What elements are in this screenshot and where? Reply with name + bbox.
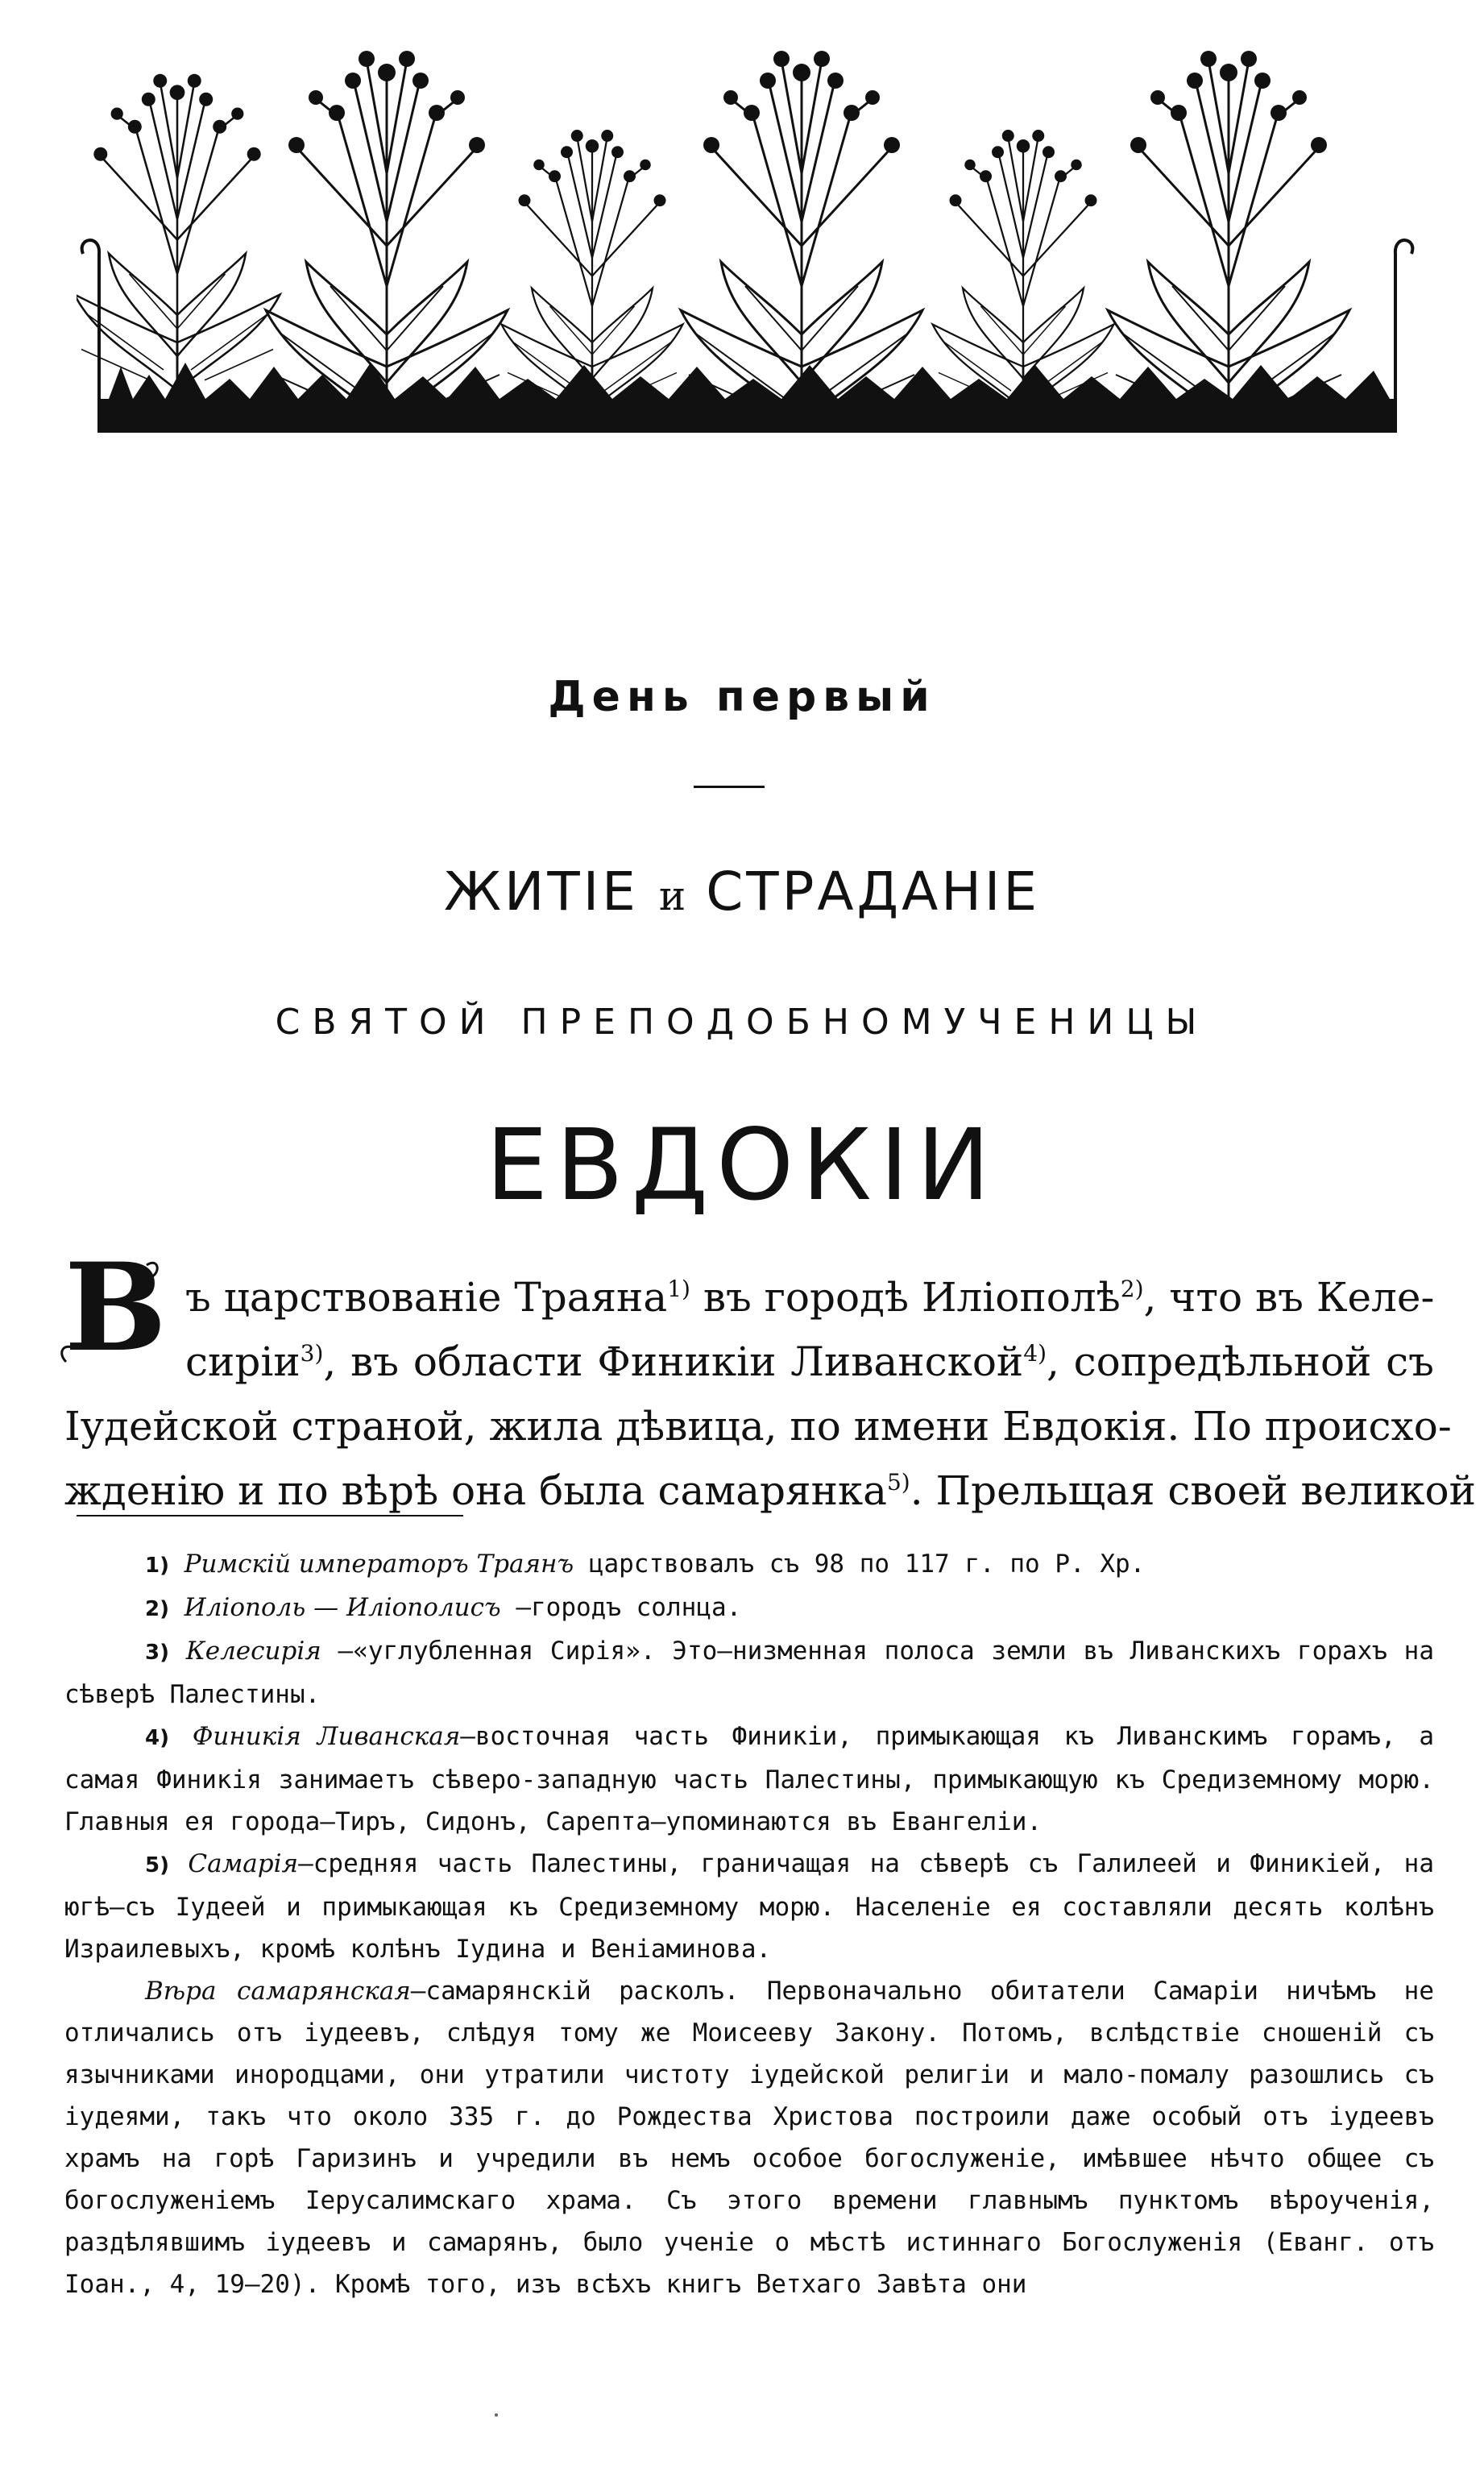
body-line: Іудейской страной, жила дѣвица, по имени Евдокія. По происхо- [64, 1403, 1452, 1450]
saint-name: ЕВДОКІИ [486, 1108, 998, 1222]
footnote-item: 3) Келесирія —«углубленная Сирія». Это—низменная полоса земли въ Ливанскихъ горахъ на сѣверѣ Палестины. [64, 1637, 1434, 1709]
heading-divider [694, 786, 765, 788]
footnote-item: 1) Римскій императоръ Траянъ царствовалъ съ 98 по 117 г. по Р. Хр. [145, 1550, 1146, 1579]
body-line: сиріи$^{3)}$, въ области Финикіи Ливанской$^{4)}$, сопредѣльной съ [185, 1338, 1434, 1385]
footnotes [64, 1543, 1434, 2305]
floral-frieze-svg [77, 44, 1418, 447]
footnote-rule [77, 1515, 463, 1516]
body-paragraph [64, 1265, 1476, 1523]
title-conjunction: и [658, 873, 686, 919]
floral-headpiece-illustration [77, 44, 1418, 447]
dropcap-letter: В [64, 1241, 163, 1370]
footnote-item: Вѣра самарянская—самарянскій расколъ. Первоначально обитатели Самаріи ничѣмъ не отличались отъ іудеевъ, слѣдуя тому же Моисееву Закону. Потомъ, вслѣдствіе сношеній съ язычниками инородцами, они утратили чистоту іудейской религіи и мало-помалу разошлись съ іудеями, такъ что около 335 г. до Рождества Христова построили даже особый отъ іудеевъ храмъ на горѣ Гаризинъ и учредили въ немъ особое богослуженіе, имѣвшее нѣчто общее съ богослуженіемъ Іерусалимскаго храма. Съ этого времени главнымъ пунктомъ вѣроученія, раздѣлявшимъ іудеевъ и самарянъ, было ученіе о мѣстѣ истиннаго Богослуженія (Еванг. отъ Іоан., 4, 19—20). Кромѣ того, изъ всѣхъ книгъ Ветхаго Завѣта они [64, 1977, 1435, 2299]
title-part1: ЖИТІЕ [443, 861, 639, 923]
print-speck [495, 2413, 498, 2417]
title-line [0, 861, 1484, 923]
title-part2: СТРАДАНІЕ [706, 861, 1041, 923]
subtitle: СВЯТОЙ ПРЕПОДОБНОМУЧЕНИЦЫ [275, 1002, 1209, 1043]
body-line: ъ царствованіе Траяна$^{1)}$ въ городѣ Иліополѣ$^{2)}$, что въ Келе- [185, 1274, 1435, 1321]
footnote-item: 5) Самарія—средняя часть Палестины, граничащая на сѣверѣ съ Галилеей и Финикіей, на югѣ—съ Іудеей и примыкающая къ Средиземному морю. Населеніе ея составляли десять колѣнъ Израилевыхъ, кромѣ колѣнъ Іудина и Веніаминова. [64, 1849, 1434, 1964]
footnote-item: 2) Иліополь — Иліополисъ —городъ солнца. [145, 1593, 742, 1622]
day-heading: День первый [548, 673, 936, 721]
footnote-item: 4) Финикія Ливанская—восточная часть Финикіи, примыкающая къ Ливанскимъ горамъ, а самая Финикія занимаетъ сѣверо-западную часть Палестины, примыкающую къ Средиземному морю. Главныя ея города—Тиръ, Сидонъ, Сарепта—упоминаются въ Евангеліи. [64, 1722, 1434, 1836]
body-line: жденію и по вѣрѣ она была самарянка$^{5)}$. Прельщая своей великой [64, 1467, 1476, 1514]
